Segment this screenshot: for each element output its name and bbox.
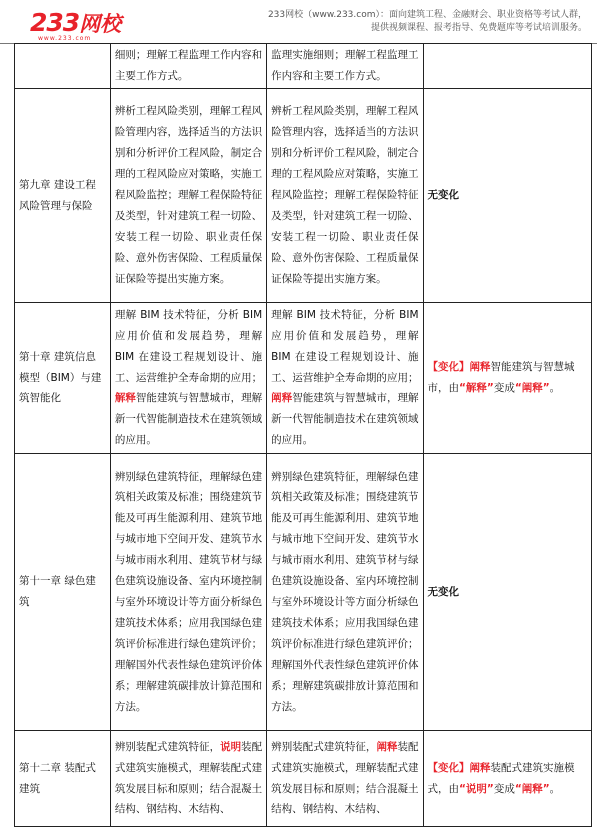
header-line-1: 233网校（www.233.com）：面向建筑工程、金融财会、职业资格等考试人群， [267,10,587,20]
new-text: 理解 BIM 技术特征，分析 BIM 应用价值和发展趋势，理解 BIM 在建设工程规划设计、施工、运营维护全寿命期的应用； [271,308,419,384]
change-cell [423,44,591,89]
table-row [15,731,592,827]
comparison-table [14,43,592,827]
change-end: 。 [549,382,561,394]
new-highlight: 阐释 [271,392,293,405]
change-highlight: 阐释 [469,761,491,774]
new-text: 辨别装配式建筑特征， [271,740,377,753]
header-line-2: 提供视频课程、报考指导、免费题库等考试培训服务。 [370,23,587,33]
change-text: 智能建筑与智慧城市，由 [427,361,575,394]
logo-number: 233 [30,8,80,37]
change-end: 。 [549,782,561,795]
new-text-tail: 智能建筑与智慧城市，理解新一代智能制造技术在建筑领域的应用。 [271,392,419,447]
chapter-cell: 第十一章 绿色建筑 [15,454,111,731]
chapter-cell: 第十二章 装配式建筑 [15,731,111,827]
table-row [15,89,592,303]
logo-text: 网校 [79,12,122,36]
change-text-2: 变成 [493,382,515,394]
new-content-cell: 监理实施细则；理解工程监理工作内容和主要工作方式。 [267,44,423,89]
old-content-cell [110,303,266,454]
change-text: 装配式建筑实施模式，由 [427,761,575,795]
new-text-tail: 装配式建筑实施模式，理解装配式建筑发展目标和原则；结合混凝土结构、钢结构、木结构、 [271,740,419,816]
table-row [15,303,592,454]
old-text: 辨别装配式建筑特征， [114,740,221,753]
logo-url: www.233.com [38,35,92,42]
table-row [15,44,592,89]
new-highlight: 阐释 [376,740,398,753]
change-to: “阐释” [514,382,550,394]
old-text-tail: 装配式建筑实施模式，理解装配式建筑发展目标和原则；结合混凝土结构、钢结构、木结构、 [114,740,263,816]
chapter-cell [15,44,111,89]
new-content-cell [267,303,423,454]
new-content-cell: 辨别绿色建筑特征，理解绿色建筑相关政策及标准；围绕建筑节能及可再生能源利用、建筑节地与城市地下空间开发、建筑节水与城市雨水利用、建筑节材与绿色建筑设施设备、室内环境控制与室外环境设计等方面分析绿色建筑技术体系；应用我国绿色建筑评价标准进行绿色建筑评价；理解国外代表性绿色建筑评价体系；理解建筑碳排放计算范围和方法。 [267,454,423,731]
table-row [15,454,592,731]
change-to: “阐释” [514,782,550,795]
change-tag: 【变化】 [427,361,470,374]
old-text: 理解 BIM 技术特征，分析 BIM 应用价值和发展趋势，理解 BIM 在建设工程规划设计、施工、运营维护全寿命期的应用； [114,308,263,384]
change-cell: 无变化 [423,89,591,303]
change-cell [423,731,591,827]
old-text-tail: 智能建筑与智慧城市，理解新一代智能制造技术在建筑领域的应用。 [114,392,263,447]
logo[interactable] [30,8,122,42]
change-cell [423,303,591,454]
old-content-cell: 辨析工程风险类别，理解工程风险管理内容，选择适当的方法识别和分析评价工程风险，制定合理的工程风险应对策略，实施工程风险监控；理解工程保险特征及类型，针对建筑工程一切险、安装工程一切险、职业责任保险、意外伤害保险、工程质量保证保险等提出实施方案。 [110,89,266,303]
old-highlight: 解释 [114,392,136,405]
change-tag: 【变化】 [427,761,470,774]
chapter-cell: 第十章 建筑信息模型（BIM）与建筑智能化 [15,303,111,454]
new-content-cell: 辨析工程风险类别，理解工程风险管理内容，选择适当的方法识别和分析评价工程风险，制定合理的工程风险应对策略，实施工程风险监控；理解工程保险特征及类型，针对建筑工程一切险、安装工程一切险、职业责任保险、意外伤害保险、工程质量保证保险等提出实施方案。 [267,89,423,303]
change-text-2: 变成 [493,782,515,795]
old-content-cell: 细则；理解工程监理工作内容和主要工作方式。 [110,44,266,89]
page-header [0,0,597,44]
old-content-cell: 辨别绿色建筑特征，理解绿色建筑相关政策及标准；围绕建筑节能及可再生能源利用、建筑节地与城市地下空间开发、建筑节水与城市雨水利用、建筑节材与绿色建筑设施设备、室内环境控制与室外环境设计等方面分析绿色建筑技术体系；应用我国绿色建筑评价标准进行绿色建筑评价；理解国外代表性绿色建筑评价体系；理解建筑碳排放计算范围和方法。 [110,454,266,731]
change-cell: 无变化 [423,454,591,731]
chapter-cell: 第九章 建设工程风险管理与保险 [15,89,111,303]
old-content-cell [110,731,266,827]
old-highlight: 说明 [220,740,242,753]
change-from: “说明” [459,782,494,795]
new-content-cell [267,731,423,827]
header-description [227,9,587,35]
change-highlight: 阐释 [469,361,491,374]
change-from: “解释” [459,382,494,394]
